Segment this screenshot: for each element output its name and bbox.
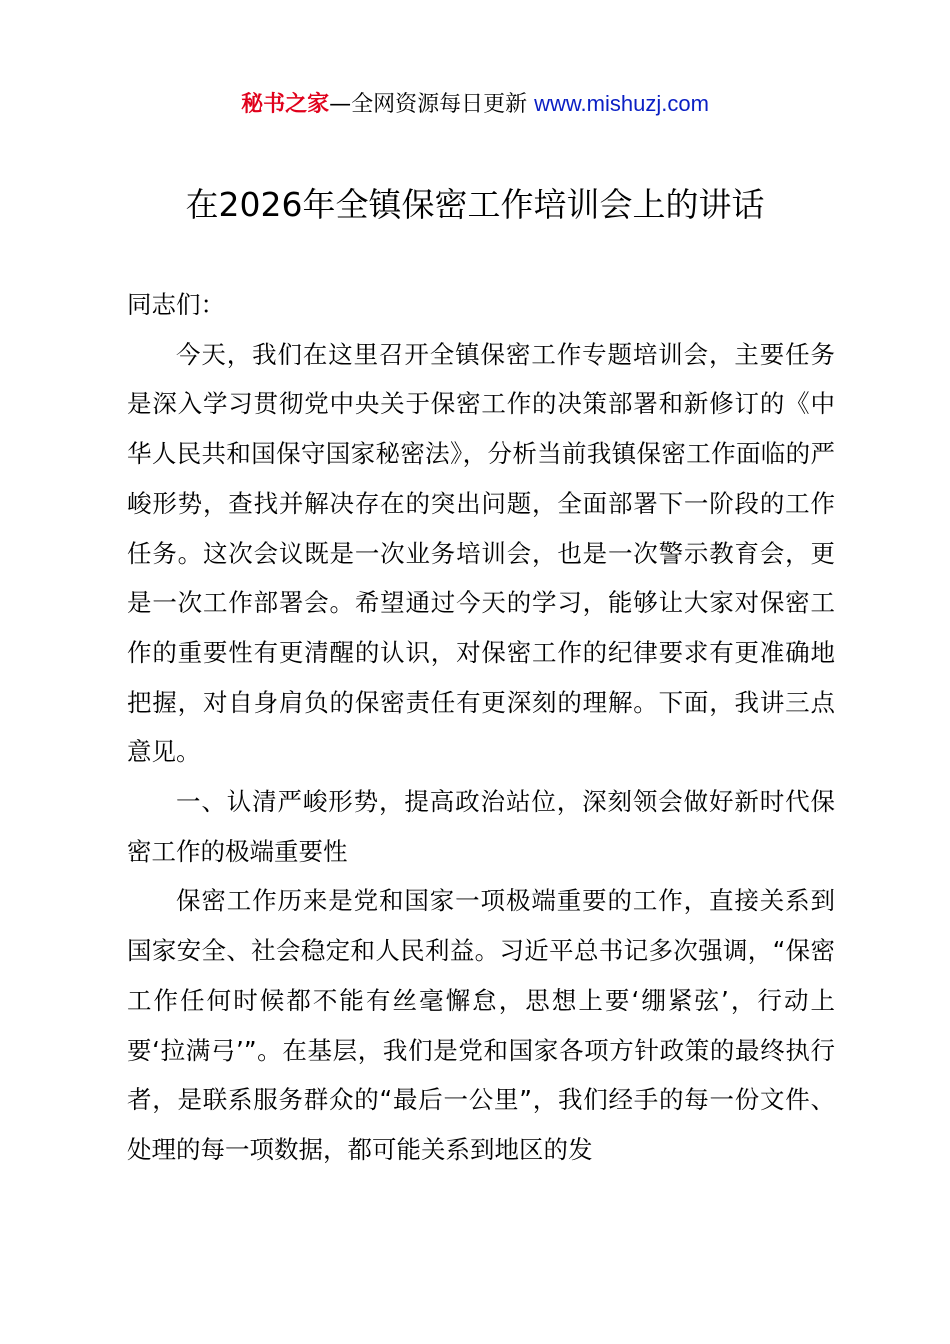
paragraph-section-1: 保密工作历来是党和国家一项极端重要的工作，直接关系到国家安全、社会稳定和人民利益。习近平总书记多次强调，“保密工作任何时候都不能有丝毫懈怠，思想上要‘绷紧弦’，行动上要‘拉满弓’”。在基层，我们是党和国家各项方针政策的最终执行者，是联系服务群众的“最后一公里”，我们经手的每一份文件、处理的每一项数据，都可能关系到地区的发 xyxy=(127,886,835,1164)
document-body xyxy=(127,280,835,1175)
brand-name: 秘书之家 xyxy=(241,92,330,117)
salutation: 同志们： xyxy=(127,290,225,319)
section-heading-1: 一、认清严峻形势，提高政治站位，深刻领会做好新时代保密工作的极端重要性 xyxy=(127,787,835,866)
site-url-link[interactable]: www.mishuzj.com xyxy=(534,91,709,116)
site-header xyxy=(0,88,950,121)
paragraph-intro: 今天，我们在这里召开全镇保密工作专题培训会，主要任务是深入学习贯彻党中央关于保密工作的决策部署和新修订的《中华人民共和国保守国家秘密法》，分析当前我镇保密工作面临的严峻形势，查找并解决存在的突出问题，全面部署下一阶段的工作任务。这次会议既是一次业务培训会，也是一次警示教育会，更是一次工作部署会。希望通过今天的学习，能够让大家对保密工作的重要性有更清醒的认识，对保密工作的纪律要求有更准确地把握，对自身肩负的保密责任有更深刻的理解。下面，我讲三点意见。 xyxy=(127,339,835,767)
header-tagline: —全网资源每日更新 xyxy=(329,92,535,117)
document-title: 在2026年全镇保密工作培训会上的讲话 xyxy=(185,185,765,224)
